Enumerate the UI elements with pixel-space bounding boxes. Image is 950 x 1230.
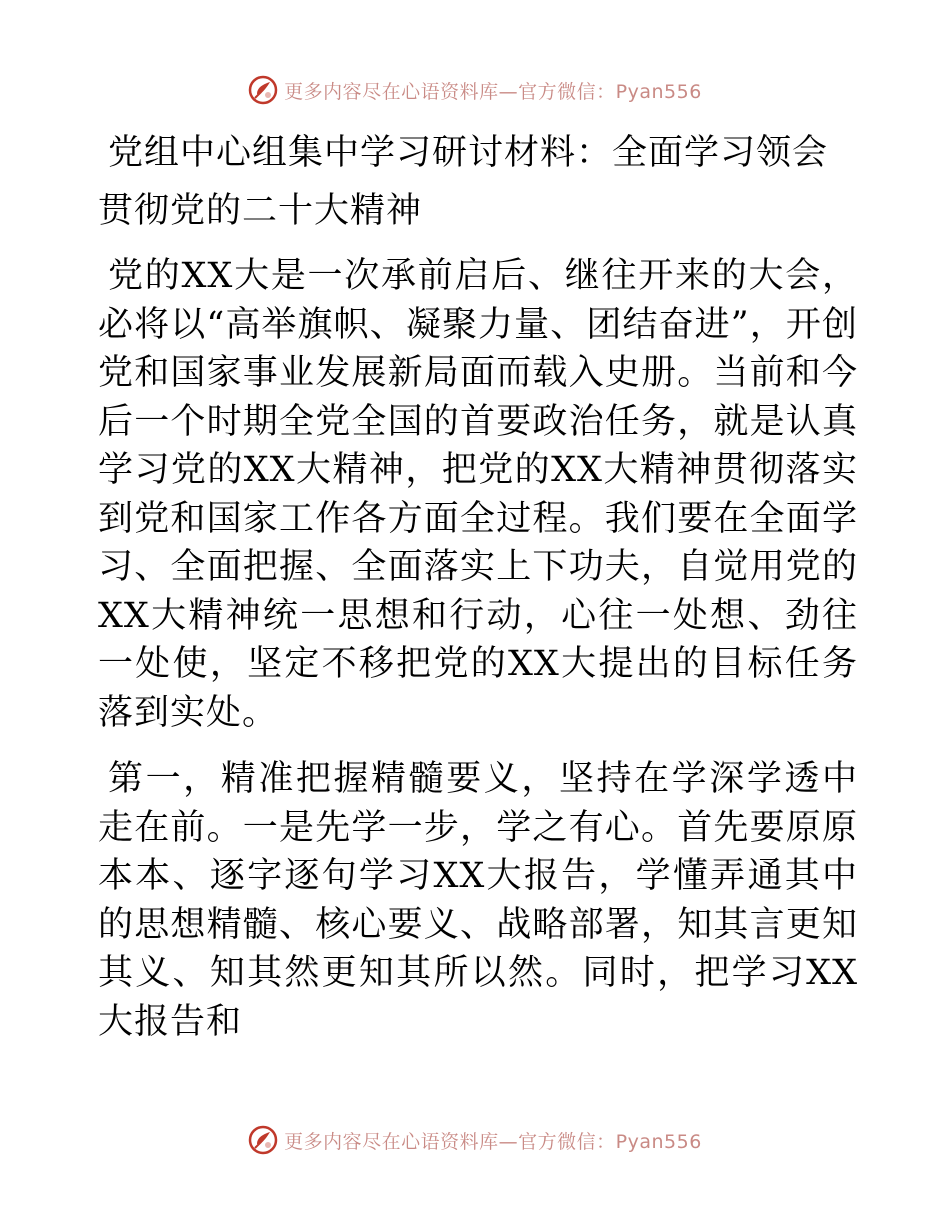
- document-title: 党组中心组集中学习研讨材料：全面学习领会贯彻党的二十大精神: [98, 133, 829, 231]
- header-banner-text: 更多内容尽在心语资料库—官方微信：Pyan556: [284, 80, 702, 103]
- paragraph-2: 第一，精准把握精髓要义，坚持在学深学透中走在前。一是先学一步，学之有心。首先要原原本本、逐字逐句学习XX大报告，学懂弄通其中的思想精髓、核心要义、战略部署，知其言更知其义、知其然更知其所以然。同时，把学习XX大报告和: [98, 759, 858, 1042]
- document-body: [98, 124, 858, 1064]
- header-banner: [0, 72, 950, 108]
- footer-banner: [0, 1122, 950, 1158]
- paragraph-1: 党的XX大是一次承前启后、继往开来的大会，必将以“高举旗帜、凝聚力量、团结奋进”，开创党和国家事业发展新局面而载入史册。当前和今后一个时期全党全国的首要政治任务，就是认真学习党的XX大精神，把党的XX大精神贯彻落实到党和国家工作各方面全过程。我们要在全面学习、全面把握、全面落实上下功夫，自觉用党的XX大精神统一思想和行动，心往一处想、劲往一处使，坚定不移把党的XX大提出的目标任务落到实处。: [98, 256, 858, 733]
- quill-heart-logo-icon: [248, 75, 278, 105]
- quill-heart-logo-icon: [248, 1125, 278, 1155]
- footer-banner-text: 更多内容尽在心语资料库—官方微信：Pyan556: [284, 1130, 702, 1153]
